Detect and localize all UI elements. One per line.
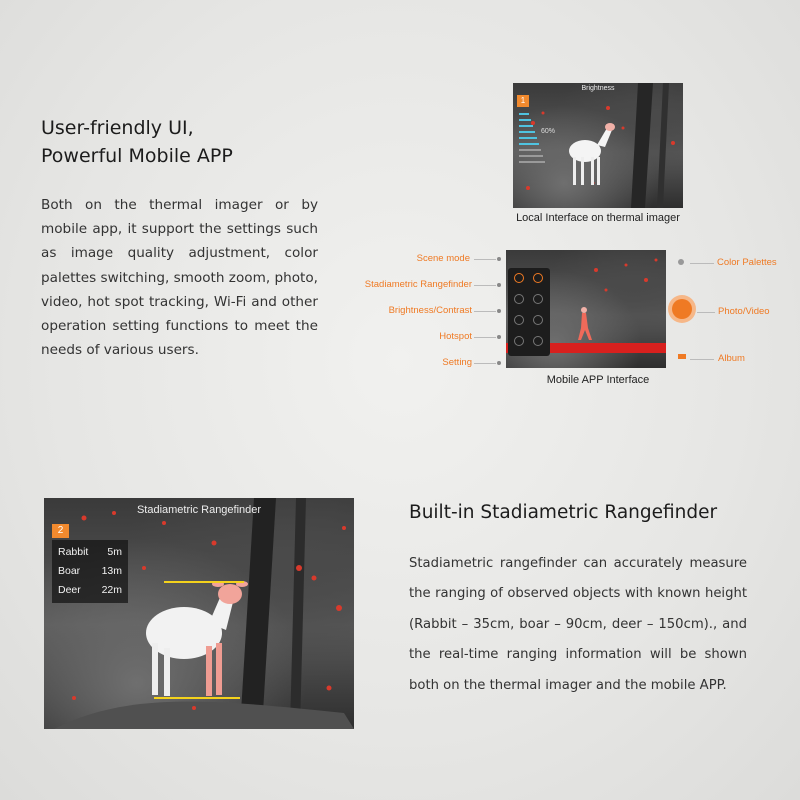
leader-line — [697, 312, 715, 313]
brightness-value: 60% — [541, 128, 556, 135]
local-overlay-badge: 1 — [517, 95, 529, 107]
label-stadiametric-rangefinder: Stadiametric Rangefinder — [364, 279, 472, 290]
range-marker-bottom — [154, 697, 240, 699]
range-row-rabbit — [58, 543, 122, 562]
capture-icon — [672, 299, 692, 319]
scene-mode-icon — [497, 257, 501, 261]
label-hotspot: Hotspot — [439, 331, 472, 342]
local-interface-image — [513, 83, 683, 208]
rangefinder-badge: 2 — [52, 524, 69, 538]
brightness-icon — [497, 309, 501, 313]
label-setting: Setting — [442, 357, 472, 368]
leader-line — [690, 263, 714, 264]
range-distance: 5m — [107, 546, 122, 558]
deer-thermal-icon — [513, 83, 683, 208]
range-distance: 13m — [101, 565, 122, 577]
section1-heading-line2: Powerful Mobile APP — [41, 145, 233, 167]
section2-heading: Built-in Stadiametric Rangefinder — [409, 502, 718, 523]
rangefinder-title: Stadiametric Rangefinder — [136, 504, 262, 516]
mobile-app-screen — [506, 250, 666, 368]
panel-btn-zoom[interactable] — [533, 294, 543, 304]
app-control-panel — [508, 268, 550, 356]
album-icon[interactable] — [678, 354, 686, 359]
label-brightness-contrast: Brightness/Contrast — [388, 305, 472, 316]
label-album: Album — [718, 353, 745, 364]
leader-line — [474, 311, 496, 312]
range-row-deer — [58, 581, 122, 600]
rangefinder-icon — [497, 283, 501, 287]
mobile-app-caption: Mobile APP Interface — [546, 374, 650, 386]
leader-line — [474, 259, 496, 260]
leader-line — [474, 285, 496, 286]
photo-video-capture-button[interactable] — [668, 295, 696, 323]
label-scene-mode: Scene mode — [416, 253, 470, 264]
color-palettes-icon[interactable] — [678, 259, 684, 265]
range-name: Boar — [58, 565, 81, 577]
panel-btn-range[interactable] — [514, 294, 524, 304]
section1-heading-block — [41, 114, 341, 170]
range-readings-list — [52, 540, 128, 603]
leader-line — [474, 337, 496, 338]
section2-paragraph: Stadiametric rangefinder can accurately measure the ranging of observed objects with known height (Rabbit – 35cm, boar – 90cm, deer – 150cm)., and the real-time ranging information will be shown both on the thermal imager and the mobile APP. — [409, 556, 747, 693]
range-marker-top — [164, 581, 244, 583]
label-color-palettes: Color Palettes — [717, 257, 777, 268]
leader-line — [474, 363, 496, 364]
panel-btn-palette[interactable] — [533, 273, 543, 283]
panel-btn-contrast[interactable] — [533, 315, 543, 325]
section1-heading-line1: User-friendly UI, — [41, 117, 194, 139]
rangefinder-thermal-image — [44, 498, 354, 729]
local-interface-caption: Local Interface on thermal imager — [516, 212, 680, 224]
deer-rangefinder-icon — [44, 498, 354, 729]
leader-line — [690, 359, 714, 360]
range-name: Deer — [58, 584, 81, 596]
section1-paragraph: Both on the thermal imager or by mobile app, it support the settings such as image quality adjustment, color palettes switching, smooth zoom, photo, video, hot spot tracking, Wi-Fi and other operation setting functions to meet the needs of various users. — [41, 197, 318, 359]
local-overlay-title: Brightness — [581, 85, 615, 92]
hotspot-icon — [497, 335, 501, 339]
range-distance: 22m — [101, 584, 122, 596]
range-name: Rabbit — [58, 546, 89, 558]
label-photo-video: Photo/Video — [718, 306, 770, 317]
setting-icon — [497, 361, 501, 365]
panel-btn-brightness[interactable] — [514, 315, 524, 325]
panel-btn-settings[interactable] — [533, 336, 543, 346]
panel-btn-scene[interactable] — [514, 273, 524, 283]
panel-btn-hotspot[interactable] — [514, 336, 524, 346]
range-row-boar — [58, 562, 122, 581]
